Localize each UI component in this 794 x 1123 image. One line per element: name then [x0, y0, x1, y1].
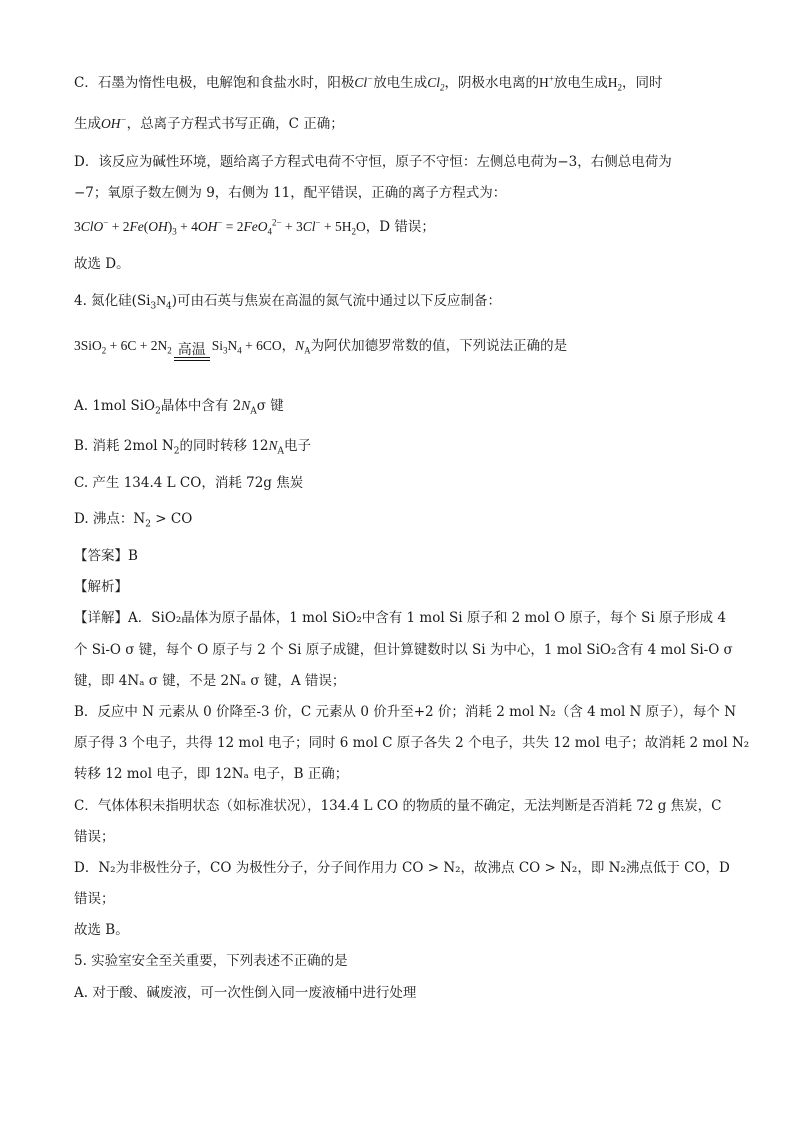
answer-line: [74, 546, 138, 566]
question-4-equation: $3SiO_2 + 6C + 2N_2$ 高温 $Si_3N_4 + 6CO$，$N_A$为阿伏加德罗常数的值，下列说法正确的是: [74, 336, 567, 361]
detail-line-4: B．反应中 N 元素从 0 价降至-3 价，C 元素从 0 价升至+2 价；消耗 2 mol N₂（含 4 mol N 原子），每个 N: [74, 704, 737, 720]
corrected-ionic-equation: $3ClO^- + 2Fe(OH)_3 + 4OH^- = 2FeO_4^{2-} + 3Cl^- + 5H_2O$，D 错误；: [74, 217, 435, 237]
question-4-option-c: C. 产生 134.4 L CO，消耗 72g 焦炭: [74, 475, 304, 491]
detail-line-8: 错误；: [74, 829, 115, 845]
question-4-option-d: D. 沸点：$N_2$ > CO: [74, 511, 193, 530]
question-5-option-a: A. 对于酸、碱废液，可一次性倒入同一废液桶中进行处理: [74, 985, 417, 1001]
text: 为阿伏加德罗常数的值，下列说法正确的是: [310, 338, 568, 354]
text: ，总离子方程式书写正确，C 正确；: [126, 116, 344, 132]
detail-line-1: 【详解】A．SiO₂晶体为原子晶体，1 mol SiO₂中含有 1 mol Si 原子和 2 mol O 原子，每个 Si 原子形成 4: [74, 610, 726, 626]
question-4-stem: 4. 氮化硅$(Si_3N_4)$可由石英与焦炭在高温的氮气流中通过以下反应制备：: [74, 293, 502, 312]
analysis-tag: 【解析】: [74, 579, 128, 595]
detail-line-10: 错误；: [74, 891, 115, 907]
option-c-analysis-line2: [74, 114, 344, 134]
text: ，阴极水电离的: [444, 75, 539, 91]
answer-value: B: [128, 548, 138, 564]
detail-tag: 【详解】: [74, 610, 128, 626]
option-d-analysis-line2: −7；氧原子数左侧为 9，右侧为 11，配平错误，正确的离子方程式为：: [74, 185, 507, 201]
formula-oh-minus: OH−: [101, 114, 127, 131]
option-c-analysis-line1: [74, 73, 663, 93]
detail-line-9: D．N₂为非极性分子，CO 为极性分子，分子间作用力 CO > N₂，故沸点 CO > N₂，即 N₂沸点低于 CO，D: [74, 860, 730, 876]
reaction-condition: 高温: [174, 343, 210, 361]
detail-line-2: 个 Si-O σ 键，每个 O 原子与 2 个 Si 原子成键，但计算键数时以 Si 为中心，1 mol SiO₂含有 4 mol Si-O σ: [74, 642, 733, 658]
answer-summary: 故选 D。: [74, 256, 130, 272]
question-4-option-b: B. 消耗 2mol $N_2$的同时转移 $12N_A$电子: [74, 438, 311, 457]
question-4-option-a: A. 1mol SiO$_2$晶体中含有 $2N_A\sigma$ 键: [74, 398, 284, 417]
formula-h-plus: H+: [538, 73, 554, 90]
text: )可由石英与焦炭在高温的氮气流中通过以下反应制备：: [171, 293, 502, 309]
text: C．石墨为惰性电极，电解饱和食盐水时，阳极: [74, 75, 355, 91]
formula-h2: $H_2$: [607, 75, 623, 93]
text: 放电生成: [373, 75, 428, 91]
text: 4. 氮化硅(Si: [74, 293, 151, 309]
question-5-stem: 5. 实验室安全至关重要，下列表述不正确的是: [74, 953, 348, 969]
detail-line-5: 原子得 3 个电子，共得 12 mol 电子；同时 6 mol C 原子各失 2 个电子，共失 12 mol 电子；故消耗 2 mol N₂: [74, 735, 750, 751]
text: 放电生成: [553, 75, 608, 91]
detail-line-6: 转移 12 mol 电子，即 12Nₐ 电子，B 正确；: [74, 766, 349, 782]
detail-line-11: 故选 B。: [74, 922, 129, 938]
detail-line-7: C．气体体积未指明状态（如标准状况），134.4 L CO 的物质的量不确定，无法判断是否消耗 72 g 焦炭，C: [74, 798, 722, 814]
detail-line-3: 键，即 4Nₐ σ 键，不是 2Nₐ σ 键，A 错误；: [74, 673, 346, 689]
formula-cl2: $Cl_2$: [427, 75, 445, 93]
option-d-analysis-line1: D．该反应为碱性环境，题给离子方程式电荷不守恒，原子不守恒：左侧总电荷为−3，右侧总电荷为: [74, 154, 672, 170]
text: ，同时: [622, 75, 663, 91]
answer-tag: 【答案】: [74, 548, 128, 564]
text: ，D 错误；: [365, 219, 435, 235]
text: 生成: [74, 116, 101, 132]
formula-cl-minus: Cl−: [354, 73, 374, 90]
